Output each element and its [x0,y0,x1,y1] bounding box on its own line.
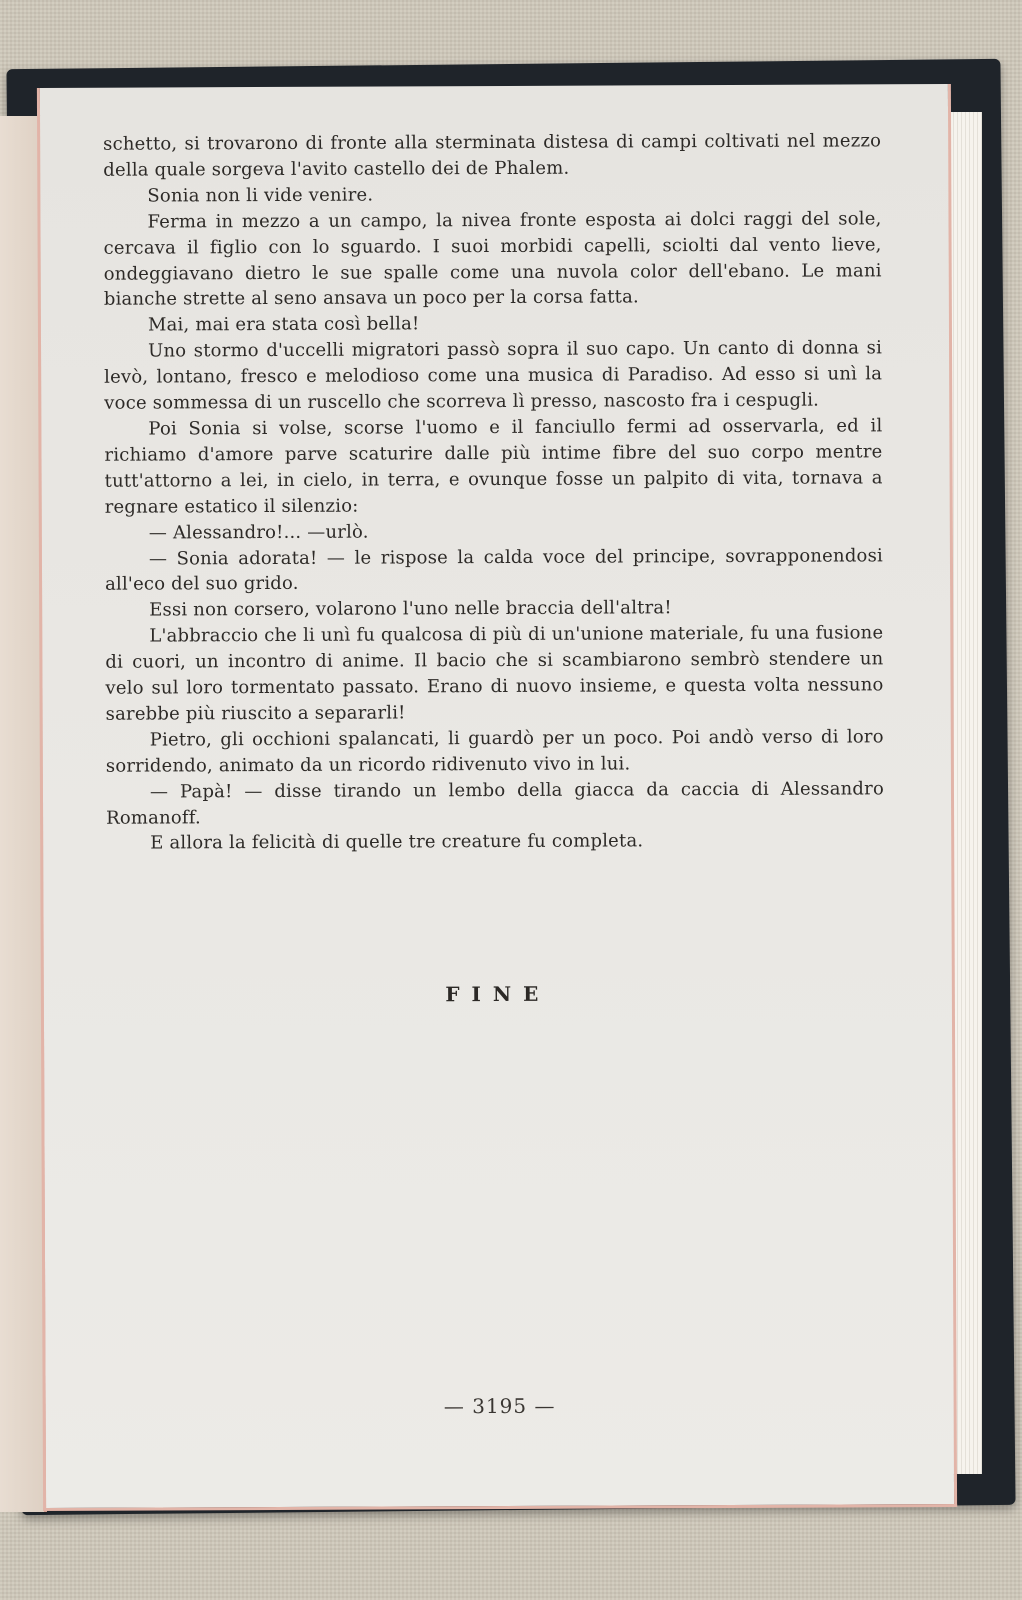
page-number: — 3195 — [443,1393,556,1419]
paragraph: — Sonia adorata! — le rispose la calda voce del principe, sovrapponendosi all'eco del suo grido. [105,544,883,596]
paragraph: Sonia non li vide venire. [147,184,374,207]
paragraph: — Alessandro!... —urlò. [148,521,369,544]
paragraph: E allora la felicità di quelle tre creature fu completa. [150,830,644,854]
book-page [37,84,957,1511]
paragraph: L'abbraccio che li unì fu qualcosa di più di un'unione materiale, fu una fusione di cuori, un incontro di anime. Il bacio che si scambiarono sembrò stendere un velo sul loro tormentato passato. Erano di nuovo insieme, e questa volta nessuno sarebbe più riuscito a separarli! [105,622,884,725]
paragraph: Essi non corsero, volarono l'uno nelle braccia dell'altra! [149,597,672,621]
body-text [103,128,884,857]
paragraph: — Papà! — disse tirando un lembo della giacca da caccia di Alessandro Romanoff. [106,777,885,829]
paragraph: Ferma in mezzo a un campo, la nivea fronte esposta ai dolci raggi del sole, cercava il figlio con lo sguardo. I suoi morbidi capelli, sciolti dal vento lieve, ondeggiavano dietro le sue spalle come una nuvola color dell'ebano. Le mani bianche strette al seno ansava un poco per la corsa fatta. [103,208,882,311]
paragraph: Uno stormo d'uccelli migratori passò sopra il suo capo. Un canto di donna si levò, lontano, fresco e melodioso come una musica di Paradiso. Ad esso si unì la voce sommessa di un ruscello che scorreva lì presso, nascosto fra i cespugli. [104,337,883,414]
paragraph: Mai, mai era stata così bella! [147,313,420,336]
paragraph: Poi Sonia si volse, scorse l'uomo e il fanciullo fermi ad osservarla, ed il richiamo d'amore parve scaturire dalle più intime fibre del suo corpo mentre tutt'attorno a lei, in cielo, in terra, e ovunque fosse un palpito di vita, tornava a regnare estatico il silenzio: [104,415,883,518]
paragraph: Pietro, gli occhioni spalancati, li guardò per un poco. Poi andò verso di loro sorridendo, animato da un ricordo ridivenuto vivo in lui. [105,726,884,777]
paragraph: schetto, si trovarono di fronte alla sterminata distesa di campi coltivati nel mezzo della quale sorgeva l'avito castello dei de Phalem. [103,130,882,181]
end-marker: FINE [445,981,551,1007]
